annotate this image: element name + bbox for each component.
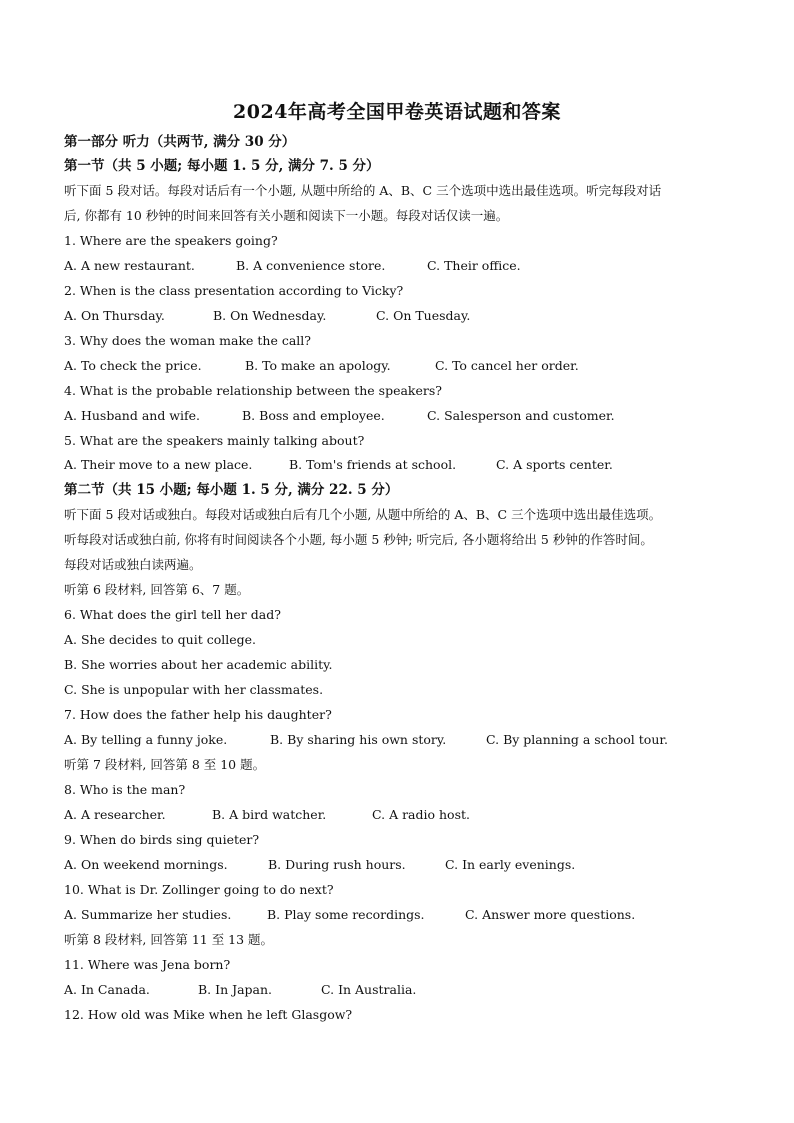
question-stem: 6. What does the girl tell her dad?: [64, 607, 281, 622]
part1-heading: 第一部分 听力（共两节, 满分 30 分）: [64, 134, 296, 150]
question-stem: 9. When do birds sing quieter?: [64, 832, 260, 847]
section2-heading: 第二节（共 15 小题; 每小题 1. 5 分, 满分 22. 5 分）: [64, 482, 399, 498]
option-a: A. To check the price.: [64, 358, 202, 373]
section2-instruction-line: 听每段对话或独白前, 你将有时间阅读各个小题, 每小题 5 秒钟; 听完后, 各小题将给出 5 秒钟的作答时间。: [64, 532, 653, 547]
option-c: C. Salesperson and customer.: [427, 408, 615, 423]
question-stem: 3. Why does the woman make the call?: [64, 333, 311, 348]
option-a: A. A new restaurant.: [64, 258, 195, 273]
question-stem: 12. How old was Mike when he left Glasgow?: [64, 1007, 353, 1022]
option-a: A. A researcher.: [64, 807, 166, 822]
option-c: C. On Tuesday.: [376, 308, 471, 323]
question-stem: 7. How does the father help his daughter?: [64, 707, 332, 722]
option-b: B. In Japan.: [198, 982, 273, 997]
option-c: C. Their office.: [427, 258, 521, 273]
option-b: B. On Wednesday.: [213, 308, 327, 323]
option-c: C. By planning a school tour.: [486, 732, 668, 747]
option-b: B. She worries about her academic ability.: [64, 657, 333, 672]
option-b: B. Boss and employee.: [242, 408, 385, 423]
option-a: A. On weekend mornings.: [64, 857, 228, 872]
section1-heading: 第一节（共 5 小题; 每小题 1. 5 分, 满分 7. 5 分）: [64, 158, 380, 174]
option-c: C. A radio host.: [372, 807, 470, 822]
section2-instruction-line: 听下面 5 段对话或独白。每段对话或独白后有几个小题, 从题中所给的 A、B、C 三个选项中选出最佳选项。: [64, 507, 662, 522]
option-b: B. During rush hours.: [268, 857, 406, 872]
option-a: A. Husband and wife.: [64, 408, 200, 423]
section1-instruction-line: 听下面 5 段对话。每段对话后有一个小题, 从题中所给的 A、B、C 三个选项中选出最佳选项。听完每段对话: [64, 183, 662, 198]
material-note: 听第 7 段材料, 回答第 8 至 10 题。: [64, 757, 266, 772]
option-b: B. To make an apology.: [245, 358, 391, 373]
option-b: B. A convenience store.: [236, 258, 386, 273]
option-c: C. In early evenings.: [445, 857, 576, 872]
option-c: C. She is unpopular with her classmates.: [64, 682, 324, 697]
document-title: 2024年高考全国甲卷英语试题和答案: [233, 101, 561, 123]
option-c: C. To cancel her order.: [435, 358, 579, 373]
option-b: B. Tom's friends at school.: [289, 457, 457, 472]
question-stem: 11. Where was Jena born?: [64, 957, 231, 972]
question-stem: 5. What are the speakers mainly talking about?: [64, 433, 365, 448]
option-b: B. By sharing his own story.: [270, 732, 447, 747]
option-a: A. On Thursday.: [64, 308, 165, 323]
question-stem: 1. Where are the speakers going?: [64, 233, 278, 248]
option-a: A. By telling a funny joke.: [64, 732, 228, 747]
option-c: C. In Australia.: [321, 982, 417, 997]
option-a: A. She decides to quit college.: [64, 632, 257, 647]
question-stem: 8. Who is the man?: [64, 782, 186, 797]
option-b: B. A bird watcher.: [212, 807, 327, 822]
material-note: 听第 6 段材料, 回答第 6、7 题。: [64, 582, 250, 597]
question-stem: 10. What is Dr. Zollinger going to do next?: [64, 882, 334, 897]
question-stem: 2. When is the class presentation according to Vicky?: [64, 283, 404, 298]
option-a: A. Summarize her studies.: [64, 907, 232, 922]
section1-instruction-line: 后, 你都有 10 秒钟的时间来回答有关小题和阅读下一小题。每段对话仅读一遍。: [64, 208, 509, 223]
option-b: B. Play some recordings.: [267, 907, 425, 922]
section2-instruction-line: 每段对话或独白读两遍。: [64, 557, 202, 572]
option-c: C. A sports center.: [496, 457, 613, 472]
option-a: A. Their move to a new place.: [64, 457, 253, 472]
option-a: A. In Canada.: [64, 982, 150, 997]
material-note: 听第 8 段材料, 回答第 11 至 13 题。: [64, 932, 274, 947]
question-stem: 4. What is the probable relationship between the speakers?: [64, 383, 442, 398]
option-c: C. Answer more questions.: [465, 907, 636, 922]
